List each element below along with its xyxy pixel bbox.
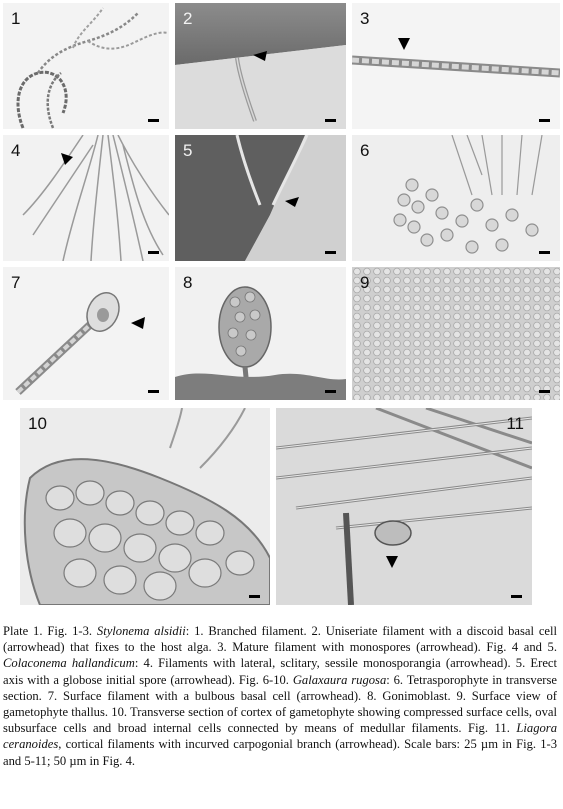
scale-bar-11	[511, 595, 522, 598]
panel-number-5: 5	[183, 141, 193, 160]
figure-panel-5	[175, 135, 346, 261]
figure-panel-11	[276, 408, 532, 605]
scale-bar-3	[539, 119, 550, 122]
scale-bar-1	[148, 119, 159, 122]
micrograph-8	[175, 267, 346, 400]
scale-bar-10	[249, 595, 260, 598]
panel-number-3: 3	[360, 9, 370, 28]
caption-part: : 1. Branched filament. 2. Uniseriate filament with a discoid basal cell (arrowhead) that fixes to the host alga. 3. Mature filament with monospores (arrowhead). Fig. 4 and 5.	[3, 624, 557, 655]
figure-panel-8	[175, 267, 346, 400]
scale-bar-7	[148, 390, 159, 393]
scale-bar-9	[539, 390, 550, 393]
species-name: Colaconema hallandicum	[3, 656, 135, 671]
caption-part: : 6. Tetrasporophyte in transverse section. 7. Surface filament with a bulbous basal cell (arrowhead). 8. Gonimoblast. 9. Surface view of gametophyte thallus. 10. Transverse section of cortex of gametophyte showing compressed surface cells, oval subsurface cells and broad internal cells connected by means of medullar filaments. Fig. 11.	[3, 672, 557, 736]
figure-panel-1	[3, 3, 169, 129]
scale-bar-5	[325, 251, 336, 254]
scale-bar-2	[325, 119, 336, 122]
figure-panel-3	[352, 3, 560, 129]
panel-number-4: 4	[11, 141, 21, 160]
micrograph-1	[3, 3, 169, 129]
panel-number-11: 11	[506, 414, 524, 433]
micrograph-10	[20, 408, 270, 605]
caption-part: : 4. Filaments with lateral, sclitary, sessile monosporangia (arrowhead). 5. Erect axis with a globose initial spore (arrowhead). Fig. 6-10.	[3, 656, 557, 687]
micrograph-6	[352, 135, 560, 261]
panel-number-7: 7	[11, 273, 21, 292]
species-name: Liagora ceranoides	[3, 721, 557, 752]
figure-panel-7	[3, 267, 169, 400]
panel-number-2: 2	[183, 9, 193, 28]
figure-panel-6	[352, 135, 560, 261]
figure-panel-9	[352, 267, 560, 400]
scale-bar-6	[539, 251, 550, 254]
figure-panel-2	[175, 3, 346, 129]
panel-number-10: 10	[28, 414, 47, 433]
panel-number-8: 8	[183, 273, 193, 292]
figure-panel-4	[3, 135, 169, 261]
micrograph-11	[276, 408, 532, 605]
panel-number-6: 6	[360, 141, 370, 160]
micrograph-4	[3, 135, 169, 261]
panel-number-1: 1	[11, 9, 21, 28]
figure-panel-10	[20, 408, 270, 605]
caption-part: , cortical filaments with incurved carpogonial branch (arrowhead). Scale bars: 25 µm in Fig. 1-3 and 5-11; 50 µm in Fig. 4.	[3, 737, 557, 768]
figure-caption	[3, 623, 557, 769]
micrograph-9	[352, 267, 560, 400]
scale-bar-4	[148, 251, 159, 254]
species-name: Stylonema alsidii	[96, 624, 186, 638]
species-name: Galaxaura rugosa	[292, 672, 387, 687]
micrograph-5	[175, 135, 346, 261]
scale-bar-8	[325, 390, 336, 393]
micrograph-7	[3, 267, 169, 400]
micrograph-3	[352, 3, 560, 129]
micrograph-2	[175, 3, 346, 129]
caption-part: Plate 1. Fig. 1-3.	[3, 624, 97, 638]
panel-number-9: 9	[360, 273, 370, 292]
